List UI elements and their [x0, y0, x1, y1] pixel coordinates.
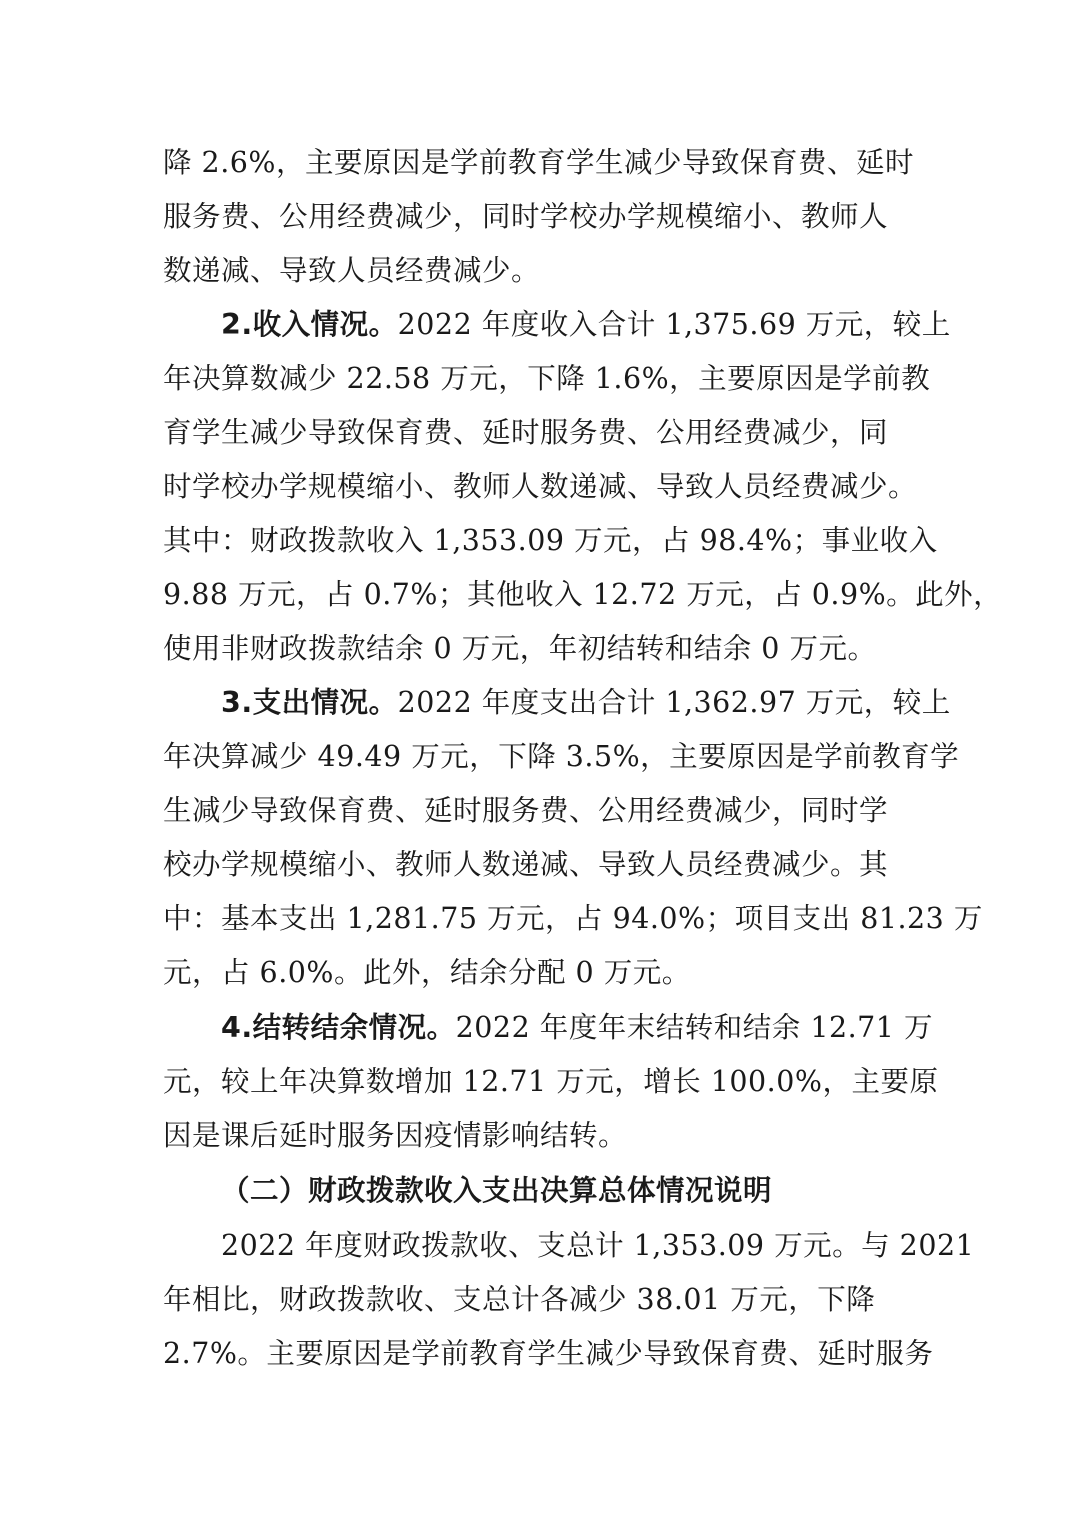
carryover-heading: 4.结转结余情况。	[221, 1011, 456, 1044]
paragraph-line: 生减少导致保育费、延时服务费、公用经费减少，同时学	[163, 794, 889, 827]
paragraph-line: 年相比，财政拨款收、支总计各减少 38.01 万元，下降	[163, 1283, 876, 1316]
paragraph-line: 其中：财政拨款收入 1,353.09 万元，占 98.4%；事业收入	[163, 524, 938, 557]
paragraph-line: 中：基本支出 1,281.75 万元，占 94.0%；项目支出 81.23 万	[163, 902, 983, 935]
fiscal-paragraph-first-line: 2022 年度财政拨款收、支总计 1,353.09 万元。与 2021	[221, 1229, 975, 1262]
income-heading: 2.收入情况。	[221, 308, 398, 341]
paragraph-line: 数递减、导致人员经费减少。	[163, 254, 541, 287]
paragraph-line: 校办学规模缩小、教师人数递减、导致人员经费减少。其	[163, 848, 889, 881]
paragraph-line: 9.88 万元，占 0.7%；其他收入 12.72 万元，占 0.9%。此外，	[163, 578, 1003, 611]
paragraph-line: 育学生减少导致保育费、延时服务费、公用经费减少，同	[163, 416, 889, 449]
paragraph-line: 元，较上年决算数增加 12.71 万元，增长 100.0%，主要原	[163, 1065, 939, 1098]
expense-heading: 3.支出情况。	[221, 686, 398, 719]
carryover-paragraph-first-line	[221, 1008, 933, 1048]
expense-first-text: 2022 年度支出合计 1,362.97 万元，较上	[397, 686, 951, 719]
paragraph-line: 2.7%。主要原因是学前教育学生减少导致保育费、延时服务	[163, 1337, 934, 1370]
paragraph-line: 时学校办学规模缩小、教师人数递减、导致人员经费减少。	[163, 470, 918, 503]
paragraph-line: 使用非财政拨款结余 0 万元，年初结转和结余 0 万元。	[163, 632, 877, 665]
expense-paragraph-first-line	[221, 683, 951, 723]
paragraph-line: 元，占 6.0%。此外，结余分配 0 万元。	[163, 956, 691, 989]
income-paragraph-first-line	[221, 305, 951, 345]
paragraph-line: 年决算减少 49.49 万元，下降 3.5%，主要原因是学前教育学	[163, 740, 960, 773]
carryover-first-text: 2022 年度年末结转和结余 12.71 万	[455, 1011, 933, 1044]
paragraph-line: 因是课后延时服务因疫情影响结转。	[163, 1119, 628, 1152]
paragraph-line: 服务费、公用经费减少，同时学校办学规模缩小、教师人	[163, 200, 889, 233]
section-title: （二）财政拨款收入支出决算总体情况说明	[221, 1174, 773, 1207]
paragraph-line: 降 2.6%，主要原因是学前教育学生减少导致保育费、延时	[163, 146, 914, 179]
paragraph-line: 年决算数减少 22.58 万元，下降 1.6%，主要原因是学前教	[163, 362, 931, 395]
income-first-text: 2022 年度收入合计 1,375.69 万元，较上	[397, 308, 951, 341]
